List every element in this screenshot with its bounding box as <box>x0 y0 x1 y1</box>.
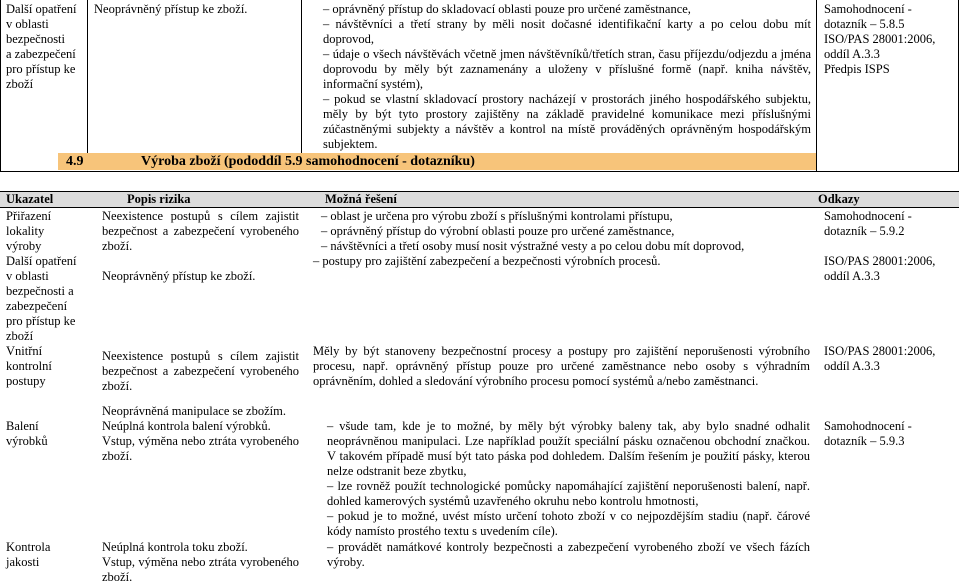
top-indicator: Další opatření v oblasti bezpečnosti a zabezpečení pro přístup ke zboží <box>6 2 77 91</box>
section-title: Výroba zboží (pododdíl 5.9 samohodnocení - dotazníku) <box>141 154 475 169</box>
top-risk: Neoprávněný přístup ke zboží. <box>94 2 248 16</box>
row1-refs: Samohodnocení - dotazník – 5.9.2 ISO/PAS 28001:2006, oddíl A.3.3 <box>824 209 936 283</box>
row4-indicator: Kontrola jakosti <box>6 540 51 569</box>
border-col3 <box>816 0 817 172</box>
border-col2 <box>301 0 302 153</box>
row1-solution: – oblast je určena pro výrobu zboží s příslušnými kontrolami přístupu, – oprávněný přístup do výrobní oblasti pouze pro určené zaměstnance, – návštěvníci a třetí osoby musí nosit výstražné vesty a po celou dobu mít doprovod, – postupy pro zajištění zabezpečení a bezpečnosti výrobních procesů. <box>313 209 818 269</box>
header-risk: Popis rizika <box>127 192 191 206</box>
border-left <box>0 0 1 172</box>
header-indicator: Ukazatel <box>6 192 54 206</box>
section-number: 4.9 <box>66 154 84 169</box>
row2-solution: Měly by být stanoveny bezpečnostní procesy a postupy pro zajištění neporušenosti výrobního procesu, např. oprávněný přístup pouze pro určené zaměstnance nebo osoby s výhradním oprávněním, dohled a sledování výrobního procesu pomocí systémů a/nebo zaměstnanci. <box>313 344 810 388</box>
top-solution: – oprávněný přístup do skladovací oblasti pouze pro určené zaměstnance, – návštěvníci a třetí strany by měli nosit dočasné identifikační karty a po celou dobu mít doprovod, – údaje o všech návštěvách včetně jmen návštěvníků/třetích stran, času příjezdu/odjezdu a jména doprovodu by měly být zaznamenány a uloženy v příslušné formě (např. kniha návštěv, informační systém), – pokud se vlastní skladovací prostory nacházejí v prostorách jiného hospodářského subjektu, měly by být tyto prostory zajištěny na základě pravidelné komunikace mezi příslušnými zúčastněnými subjekty a návštěv a kontrol na místě prováděných oprávněným hospodářským subjektem. <box>313 2 811 152</box>
row2-risk: Neexistence postupů s cílem zajistit bezpečnost a zabezpečení vyrobeného zboží. <box>102 349 299 393</box>
header-refs: Odkazy <box>818 192 860 206</box>
header-border-top <box>0 191 959 192</box>
border-col1 <box>87 0 88 153</box>
header-solution: Možná řešení <box>325 192 397 206</box>
table-header <box>0 191 959 207</box>
row2-indicator: Vnitřní kontrolní postupy <box>6 344 52 388</box>
row2-refs: ISO/PAS 28001:2006, oddíl A.3.3 <box>824 344 936 373</box>
section-heading <box>58 153 816 170</box>
row3-risk: Neoprávněná manipulace se zbožím. Neúplná kontrola balení výrobků. Vstup, výměna nebo ztráta vyrobeného zboží. <box>102 404 299 463</box>
row3-solution: – všude tam, kde je to možné, by měly být výrobky baleny tak, aby bylo snadné odhalit neoprávněnou manipulaci. Lze například použít speciální pásku označenou obchodní značkou. V takovém případě musí být tato páska pod dohledem. Dalším řešením je použití pásky, kterou nelze odstranit beze zbytku, – lze rovněž použít technologické pomůcky napomáhající zajištění neporušenosti balení, např. dohled kamerových systémů uzavřeného okruhu nebo kontrolu hmotnosti, – pokud je to možné, uvést místo určení tohoto zboží v co nejpozdějším stadiu (např. čárové kódy namísto prostého textu s uvedením cíle). <box>313 419 810 539</box>
row4-risk: Neúplná kontrola toku zboží. Vstup, výměna nebo ztráta vyrobeného zboží. <box>102 540 299 584</box>
row4-solution: – provádět namátkové kontroly bezpečnosti a zabezpečení vyrobeného zboží ve všech fázích výroby. <box>313 540 810 570</box>
top-refs: Samohodnocení - dotazník – 5.8.5 ISO/PAS 28001:2006, oddíl A.3.3 Předpis ISPS <box>824 2 936 76</box>
row3-refs: Samohodnocení - dotazník – 5.9.3 <box>824 419 912 448</box>
row1-risk: Neexistence postupů s cílem zajistit bezpečnost a zabezpečení vyrobeného zboží. Neoprávněný přístup ke zboží. <box>102 209 299 283</box>
border-bottom-top-table <box>0 171 959 172</box>
row1-indicator: Přiřazení lokality výroby Další opatření v oblasti bezpečnosti a zabezpečení pro přístup ke zboží <box>6 209 77 343</box>
header-border-bottom <box>0 207 959 208</box>
row3-indicator: Balení výrobků <box>6 419 48 448</box>
